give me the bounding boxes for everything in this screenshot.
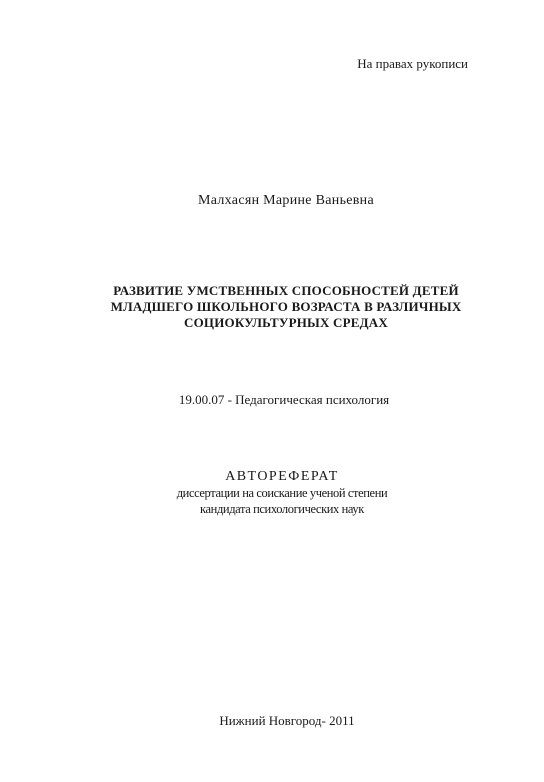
abstract-line-1: диссертации на соискание ученой степени [176, 486, 388, 500]
title-line-3: СОЦИОКУЛЬТУРНЫХ СРЕДАХ [184, 315, 388, 330]
author-name: Малхасян Марине Ваньевна [198, 193, 374, 208]
city-year: Нижний Новгород- 2011 [219, 713, 355, 728]
rights-note: На правах рукописи [357, 56, 468, 71]
title-line-2: МЛАДШЕГО ШКОЛЬНОГО ВОЗРАСТА В РАЗЛИЧНЫХ [110, 299, 462, 314]
abstract-heading: АВТОРЕФЕРАТ [225, 469, 339, 484]
title-line-1: РАЗВИТИЕ УМСТВЕННЫХ СПОСОБНОСТЕЙ ДЕТЕЙ [113, 283, 459, 298]
abstract-line-2: кандидата психологических наук [200, 502, 364, 516]
dissertation-title [0, 283, 544, 331]
abstract-section [0, 468, 544, 517]
specialty-code: 19.00.07 - Педагогическая психология [178, 392, 390, 407]
